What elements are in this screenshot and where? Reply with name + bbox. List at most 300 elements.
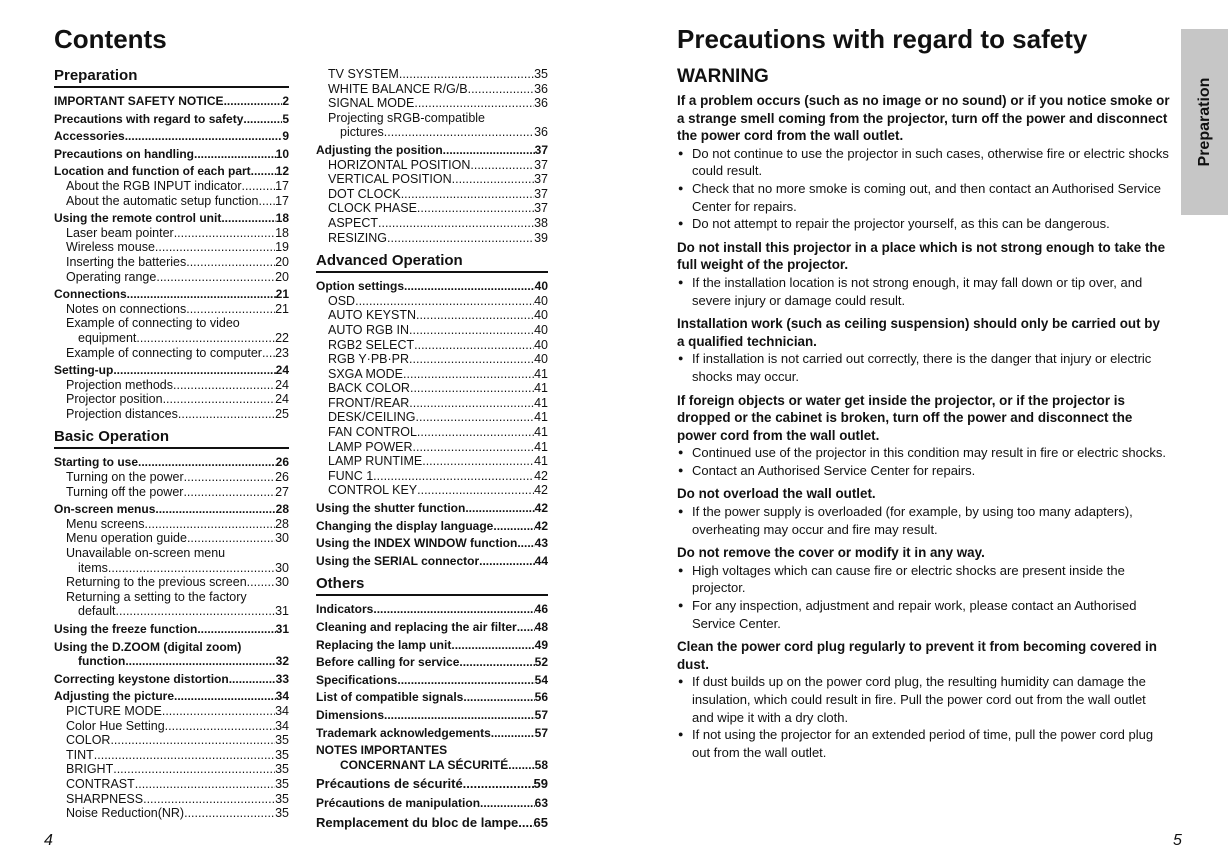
toc-leader-dots bbox=[229, 672, 276, 687]
toc-entry-page: 42 bbox=[534, 501, 548, 516]
toc-leader-dots bbox=[410, 381, 534, 396]
toc-entry-label: OSD bbox=[328, 293, 356, 308]
toc-leader-dots bbox=[404, 279, 535, 294]
toc-entry-label: PICTURE MODE bbox=[66, 703, 162, 718]
toc-leader-dots bbox=[184, 470, 275, 485]
toc-leader-dots bbox=[401, 187, 534, 202]
toc-leader-dots bbox=[197, 622, 275, 637]
toc-list-2 bbox=[316, 67, 548, 832]
toc-entry-label: Example of connecting to video bbox=[66, 316, 240, 331]
toc-section-heading: Basic Operation bbox=[54, 428, 289, 449]
toc-entry-page: 26 bbox=[275, 455, 289, 470]
toc-entry-page: 31 bbox=[275, 604, 289, 619]
safety-bullet: ● Check that no more smoke is coming out, and then contact an Authorised Service Center for repairs. bbox=[677, 180, 1171, 215]
toc-entry[interactable] bbox=[54, 194, 289, 209]
toc-leader-dots bbox=[373, 469, 534, 484]
toc-entry[interactable] bbox=[54, 604, 289, 619]
toc-entry[interactable] bbox=[316, 294, 548, 309]
toc-entry-label: NOTES IMPORTANTES bbox=[316, 743, 448, 758]
toc-entry-label: Using the INDEX WINDOW function bbox=[316, 536, 518, 551]
toc-entry[interactable] bbox=[316, 308, 548, 323]
toc-entry[interactable] bbox=[54, 502, 289, 517]
toc-entry-label: CONTROL KEY bbox=[328, 483, 418, 498]
toc-entry[interactable] bbox=[316, 743, 548, 758]
toc-entry-page: 43 bbox=[534, 536, 548, 551]
toc-leader-dots bbox=[508, 758, 534, 773]
toc-entry[interactable] bbox=[54, 654, 289, 669]
toc-entry[interactable] bbox=[54, 164, 289, 179]
toc-section-heading: Advanced Operation bbox=[316, 252, 548, 273]
toc-entry[interactable] bbox=[54, 719, 289, 734]
toc-entry-page: 37 bbox=[534, 157, 548, 172]
toc-entry[interactable] bbox=[316, 231, 548, 246]
toc-entry[interactable] bbox=[316, 125, 548, 140]
toc-entry-label: equipment bbox=[78, 330, 137, 345]
toc-entry-label: items bbox=[78, 560, 108, 575]
toc-entry-label: Wireless mouse bbox=[66, 240, 155, 255]
toc-entry[interactable] bbox=[54, 287, 289, 302]
toc-leader-dots bbox=[145, 517, 276, 532]
toc-entry[interactable] bbox=[316, 554, 548, 569]
toc-leader-dots bbox=[155, 240, 275, 255]
toc-leader-dots bbox=[156, 270, 275, 285]
safety-bullet: ● Do not continue to use the projector in such cases, otherwise fire or electric shocks could result. bbox=[677, 145, 1171, 180]
toc-entry-label: BACK COLOR bbox=[328, 381, 410, 396]
toc-entry-page: 35 bbox=[534, 67, 548, 81]
toc-leader-dots bbox=[125, 654, 275, 669]
safety-heading: If a problem occurs (such as no image or no sound) or if you notice smoke or a strange smell coming from the projector, turn off the power and disconnect the power cord from the wall outlet. bbox=[677, 93, 1170, 144]
toc-entry[interactable] bbox=[54, 561, 289, 576]
toc-entry-page: 35 bbox=[275, 762, 289, 777]
toc-entry-label: Before calling for service bbox=[316, 655, 460, 670]
toc-leader-dots bbox=[387, 231, 534, 246]
safety-bullet: ● If the power supply is overloaded (for example, by using too many adapters), overheating may occur and fire may result. bbox=[677, 503, 1171, 538]
toc-entry[interactable] bbox=[316, 814, 548, 832]
safety-bullet: ● Contact an Authorised Service Center for repairs. bbox=[677, 462, 1171, 480]
toc-entry-label: FAN CONTROL bbox=[328, 425, 417, 440]
toc-entries bbox=[316, 279, 548, 568]
toc-entry[interactable] bbox=[316, 338, 548, 353]
toc-entry[interactable] bbox=[316, 396, 548, 411]
toc-entry-label: Accessories bbox=[54, 129, 125, 144]
toc-entry-label: RGB2 SELECT bbox=[328, 337, 415, 352]
toc-leader-dots bbox=[416, 308, 534, 323]
toc-leader-dots bbox=[242, 179, 276, 194]
toc-entry-page: 35 bbox=[275, 733, 289, 748]
toc-entry[interactable] bbox=[316, 143, 548, 158]
toc-entry[interactable] bbox=[316, 323, 548, 338]
toc-column-1 bbox=[54, 67, 289, 821]
toc-entry-page: 27 bbox=[275, 484, 289, 499]
toc-entry[interactable] bbox=[316, 655, 548, 670]
toc-leader-dots bbox=[384, 708, 535, 723]
toc-entry-label: About the RGB INPUT indicator bbox=[66, 178, 242, 193]
toc-entry-page: 24 bbox=[275, 392, 289, 407]
safety-bullet: ● If the installation location is not strong enough, it may fall down or tip over, and severe injury or damage could result. bbox=[677, 274, 1171, 309]
toc-entry-page: 49 bbox=[534, 637, 548, 652]
toc-leader-dots bbox=[491, 726, 535, 741]
safety-bullet: ● If not using the projector for an extended period of time, pull the power cord plug out from the wall outlet. bbox=[677, 726, 1171, 761]
toc-entry-page: 37 bbox=[534, 201, 548, 216]
toc-entry[interactable] bbox=[54, 762, 289, 777]
toc-entry-label: Adjusting the picture bbox=[54, 689, 174, 704]
toc-entry-page: 18 bbox=[275, 211, 289, 226]
toc-entry[interactable] bbox=[54, 531, 289, 546]
toc-entry[interactable] bbox=[54, 792, 289, 807]
toc-entry-page: 34 bbox=[275, 703, 289, 718]
toc-entry-label: Setting-up bbox=[54, 363, 114, 378]
toc-leader-dots bbox=[174, 689, 276, 704]
toc-leader-dots bbox=[184, 806, 275, 821]
toc-leader-dots bbox=[186, 255, 275, 270]
toc-entry-page: 42 bbox=[534, 468, 548, 483]
toc-entry-label: Adjusting the position bbox=[316, 142, 443, 157]
toc-leader-dots bbox=[417, 201, 534, 216]
toc-leader-dots bbox=[187, 531, 275, 546]
toc-entry[interactable] bbox=[316, 201, 548, 216]
toc-leader-dots bbox=[116, 604, 276, 619]
toc-entry-label: RGB Y·PB·PR bbox=[328, 352, 410, 367]
toc-entry-label: Color Hue Setting bbox=[66, 718, 165, 733]
toc-entry[interactable] bbox=[316, 440, 548, 455]
toc-entry-label: BRIGHT bbox=[66, 762, 114, 777]
toc-entry-page: 21 bbox=[275, 287, 289, 302]
toc-entry-label: Specifications bbox=[316, 672, 398, 687]
toc-leader-dots bbox=[173, 378, 275, 393]
toc-entry-page: 32 bbox=[275, 654, 289, 669]
toc-entry-label: Connections bbox=[54, 287, 127, 302]
toc-entry[interactable] bbox=[54, 363, 289, 378]
toc-leader-dots bbox=[417, 425, 534, 440]
toc-entry-page: 44 bbox=[534, 553, 548, 568]
toc-entry[interactable] bbox=[316, 469, 548, 484]
toc-entry[interactable] bbox=[316, 279, 548, 294]
toc-entry[interactable] bbox=[54, 517, 289, 532]
toc-entry-page: 35 bbox=[275, 806, 289, 821]
toc-leader-dots bbox=[517, 620, 535, 635]
toc-entry[interactable] bbox=[54, 546, 289, 561]
toc-leader-dots bbox=[397, 673, 534, 688]
toc-entry[interactable] bbox=[316, 216, 548, 231]
toc-entry[interactable] bbox=[316, 501, 548, 516]
toc-entry[interactable] bbox=[54, 346, 289, 361]
toc-entry[interactable] bbox=[54, 94, 289, 109]
toc-leader-dots bbox=[243, 112, 282, 127]
toc-entry[interactable] bbox=[54, 672, 289, 687]
toc-entry[interactable] bbox=[54, 147, 289, 162]
toc-entry-label: RESIZING bbox=[328, 230, 388, 245]
toc-entry-label: AUTO KEYSTN bbox=[328, 308, 416, 323]
toc-entry-page: 35 bbox=[275, 776, 289, 791]
toc-entry-label: Laser beam pointer bbox=[66, 225, 174, 240]
toc-entry-label: Using the remote control unit bbox=[54, 211, 222, 226]
toc-entry-page: 54 bbox=[534, 672, 548, 687]
toc-entry-page: 40 bbox=[534, 322, 548, 337]
warning-subtitle: WARNING bbox=[677, 66, 769, 87]
toc-leader-dots bbox=[194, 147, 276, 162]
toc-leader-dots bbox=[465, 501, 534, 516]
toc-entry-page: 36 bbox=[534, 81, 548, 96]
toc-entry-page: 40 bbox=[534, 337, 548, 352]
toc-entry-label: Returning a setting to the factory bbox=[66, 589, 247, 604]
toc-entry-label: Dimensions bbox=[316, 707, 385, 722]
toc-entry-page: 57 bbox=[534, 707, 548, 722]
toc-entry-label: Trademark acknowledgements bbox=[316, 725, 491, 740]
toc-entry[interactable] bbox=[316, 796, 548, 811]
toc-entry-label: Menu screens bbox=[66, 516, 145, 531]
toc-entry[interactable] bbox=[316, 483, 548, 498]
toc-entry[interactable] bbox=[54, 255, 289, 270]
toc-leader-dots bbox=[251, 164, 276, 179]
toc-entry-label: Location and function of each part bbox=[54, 164, 251, 179]
toc-entry-label: WHITE BALANCE R/G/B bbox=[328, 81, 468, 96]
toc-entry[interactable] bbox=[54, 179, 289, 194]
toc-entry[interactable] bbox=[316, 425, 548, 440]
toc-entries bbox=[54, 455, 289, 820]
toc-entry[interactable] bbox=[316, 158, 548, 173]
toc-entry[interactable] bbox=[54, 407, 289, 422]
toc-entry-label: Precautions with regard to safety bbox=[54, 111, 244, 126]
toc-entry[interactable] bbox=[54, 485, 289, 500]
toc-entry-label: Precautions on handling bbox=[54, 146, 195, 161]
toc-entry-page: 41 bbox=[534, 439, 548, 454]
toc-entry-page: 40 bbox=[534, 293, 548, 308]
toc-leader-dots bbox=[384, 125, 534, 140]
toc-entry[interactable] bbox=[316, 775, 548, 793]
toc-entry-page: 31 bbox=[275, 622, 289, 636]
toc-entry[interactable] bbox=[54, 129, 289, 144]
contents-title: Contents bbox=[54, 24, 167, 54]
toc-leader-dots bbox=[414, 96, 534, 111]
toc-entry[interactable] bbox=[316, 602, 548, 617]
toc-entry-label: COLOR bbox=[66, 733, 111, 748]
toc-entry[interactable] bbox=[316, 708, 548, 723]
toc-entry-label: Précautions de sécurité bbox=[316, 776, 463, 792]
toc-entry[interactable] bbox=[316, 381, 548, 396]
toc-entry[interactable] bbox=[316, 690, 548, 705]
toc-entry[interactable] bbox=[54, 226, 289, 241]
toc-entry-label: Menu operation guide bbox=[66, 531, 187, 546]
toc-entry-page: 40 bbox=[534, 352, 548, 367]
toc-leader-dots bbox=[468, 82, 534, 97]
toc-entry[interactable] bbox=[316, 454, 548, 469]
safety-title: Precautions with regard to safety bbox=[677, 24, 1088, 54]
tab-label: Preparation bbox=[1195, 77, 1213, 167]
toc-entry-label: FUNC 1 bbox=[328, 468, 374, 483]
toc-leader-dots bbox=[518, 814, 533, 832]
toc-entry-page: 24 bbox=[275, 377, 289, 392]
toc-entry[interactable] bbox=[54, 748, 289, 763]
toc-leader-dots bbox=[413, 440, 535, 455]
toc-entry[interactable] bbox=[316, 111, 548, 126]
toc-entry[interactable] bbox=[54, 806, 289, 821]
toc-entry[interactable] bbox=[316, 536, 548, 551]
toc-entry-label: pictures bbox=[340, 125, 384, 140]
toc-entry[interactable] bbox=[54, 378, 289, 393]
toc-leader-dots bbox=[378, 216, 534, 231]
toc-entry-label: ASPECT bbox=[328, 215, 379, 230]
toc-entry[interactable] bbox=[54, 270, 289, 285]
toc-entry-label: LAMP RUNTIME bbox=[328, 454, 423, 469]
toc-entry[interactable] bbox=[316, 96, 548, 111]
toc-entry-page: 42 bbox=[534, 518, 548, 533]
toc-entry-label: IMPORTANT SAFETY NOTICE bbox=[54, 94, 224, 108]
toc-entry[interactable] bbox=[54, 777, 289, 792]
toc-entry-page: 36 bbox=[534, 125, 548, 140]
toc-entry[interactable] bbox=[54, 689, 289, 704]
toc-entry-page: 21 bbox=[275, 301, 289, 316]
toc-leader-dots bbox=[517, 536, 534, 551]
toc-entry-page: 30 bbox=[275, 560, 289, 575]
toc-entry[interactable] bbox=[54, 704, 289, 719]
toc-entry[interactable] bbox=[54, 622, 289, 637]
toc-entry-page: 24 bbox=[275, 363, 289, 378]
toc-entry-page: 41 bbox=[534, 366, 548, 381]
toc-entry[interactable] bbox=[316, 367, 548, 382]
toc-entry-page: 28 bbox=[275, 516, 289, 531]
toc-entry-page: 20 bbox=[275, 254, 289, 269]
toc-entry-label: On-screen menus bbox=[54, 502, 156, 517]
toc-entry-page: 37 bbox=[534, 142, 548, 157]
toc-list-1 bbox=[54, 67, 289, 821]
toc-entry[interactable] bbox=[54, 470, 289, 485]
toc-entry-label: CLOCK PHASE bbox=[328, 201, 417, 216]
toc-leader-dots bbox=[409, 396, 534, 411]
toc-entry-label: Noise Reduction(NR) bbox=[66, 806, 185, 821]
toc-entry[interactable] bbox=[316, 410, 548, 425]
toc-leader-dots bbox=[443, 143, 535, 158]
toc-entry-label: Example of connecting to computer bbox=[66, 345, 262, 360]
toc-leader-dots bbox=[183, 485, 275, 500]
toc-leader-dots bbox=[186, 302, 275, 317]
toc-entry-page: 22 bbox=[275, 330, 289, 345]
toc-entry-label: SIGNAL MODE bbox=[328, 96, 415, 111]
toc-entry[interactable] bbox=[54, 455, 289, 470]
toc-entry[interactable] bbox=[316, 519, 548, 534]
toc-leader-dots bbox=[259, 194, 276, 209]
toc-entry-label: Changing the display language bbox=[316, 518, 494, 533]
toc-leader-dots bbox=[108, 561, 275, 576]
toc-entry[interactable] bbox=[316, 673, 548, 688]
toc-entry-page: 40 bbox=[534, 308, 548, 323]
toc-entry-page: 42 bbox=[534, 483, 548, 498]
toc-entry-label: SXGA MODE bbox=[328, 366, 404, 381]
toc-leader-dots bbox=[451, 638, 534, 653]
toc-leader-dots bbox=[463, 690, 534, 705]
toc-entry[interactable] bbox=[316, 726, 548, 741]
safety-bullet: ● If dust builds up on the power cord plug, the resulting humidity can damage the insulation, which could result in fire. Pull the power cord out from the wall outlet and wipe it with a dry cloth. bbox=[677, 673, 1171, 726]
toc-entry[interactable] bbox=[316, 67, 548, 82]
toc-entry-label: List of compatible signals bbox=[316, 690, 464, 705]
safety-bullet: ● If installation is not carried out correctly, there is the danger that injury or electric shocks may occur. bbox=[677, 350, 1171, 385]
toc-entry-page: 19 bbox=[275, 240, 289, 255]
left-page-number: 4 bbox=[44, 832, 53, 849]
toc-entry-page: 17 bbox=[275, 178, 289, 193]
toc-leader-dots bbox=[262, 346, 275, 361]
toc-leader-dots bbox=[174, 226, 275, 241]
toc-entry[interactable] bbox=[316, 620, 548, 635]
toc-leader-dots bbox=[403, 367, 534, 382]
toc-entry[interactable] bbox=[54, 112, 289, 127]
safety-heading: Clean the power cord plug regularly to prevent it from becoming covered in dust. bbox=[677, 639, 1157, 672]
toc-leader-dots bbox=[125, 129, 283, 144]
toc-entry[interactable] bbox=[316, 82, 548, 97]
toc-entry[interactable] bbox=[316, 638, 548, 653]
toc-leader-dots bbox=[221, 211, 275, 226]
toc-entry-page: 36 bbox=[534, 96, 548, 111]
toc-entry-page: 9 bbox=[282, 129, 289, 144]
toc-entry[interactable] bbox=[54, 392, 289, 407]
toc-entry-label: Indicators bbox=[316, 602, 374, 617]
toc-entry-label: CONCERNANT LA SÉCURITÉ bbox=[340, 757, 509, 772]
toc-entry[interactable] bbox=[54, 640, 289, 655]
toc-entry[interactable] bbox=[54, 733, 289, 748]
toc-entry-page: 48 bbox=[534, 620, 548, 634]
toc-entry-page: 41 bbox=[534, 425, 548, 440]
toc-entry-page: 18 bbox=[275, 225, 289, 240]
toc-entry-label: DESK/CEILING bbox=[328, 410, 416, 425]
toc-entry-label: SHARPNESS bbox=[66, 791, 144, 806]
toc-entry-page: 63 bbox=[534, 796, 548, 811]
toc-entry[interactable] bbox=[316, 187, 548, 202]
toc-entry[interactable] bbox=[54, 211, 289, 226]
toc-entry-page: 34 bbox=[275, 689, 289, 704]
toc-leader-dots bbox=[155, 502, 275, 517]
toc-entry-page: 28 bbox=[275, 502, 289, 517]
toc-entry-label: Notes on connections bbox=[66, 301, 187, 316]
toc-entry-page: 23 bbox=[275, 345, 289, 360]
toc-entry[interactable] bbox=[54, 590, 289, 605]
toc-leader-dots bbox=[416, 410, 535, 425]
toc-entry-page: 10 bbox=[275, 146, 289, 161]
toc-entry[interactable] bbox=[316, 172, 548, 187]
toc-entry-page: 12 bbox=[275, 164, 289, 179]
toc-entry-label: Turning on the power bbox=[66, 470, 184, 485]
toc-entry-page: 26 bbox=[275, 470, 289, 485]
toc-entry-label: VERTICAL POSITION bbox=[328, 172, 452, 187]
toc-entry[interactable] bbox=[54, 331, 289, 346]
toc-entry[interactable] bbox=[54, 240, 289, 255]
toc-leader-dots bbox=[143, 792, 275, 807]
toc-entry-page: 52 bbox=[534, 655, 548, 670]
toc-entry-label: Correcting keystone distortion bbox=[54, 671, 229, 686]
toc-entry-label: Cleaning and replacing the air filter bbox=[316, 620, 517, 634]
toc-entry-label: Using the SERIAL connector bbox=[316, 553, 480, 568]
toc-entry-label: Inserting the batteries bbox=[66, 254, 187, 269]
safety-heading: Installation work (such as ceiling suspension) should only be carried out by a qualified technician. bbox=[677, 316, 1160, 349]
toc-entry[interactable] bbox=[54, 575, 289, 590]
toc-entry-page: 39 bbox=[534, 230, 548, 245]
toc-entry-page: 46 bbox=[534, 602, 548, 617]
toc-entry[interactable] bbox=[316, 352, 548, 367]
safety-heading: Do not overload the wall outlet. bbox=[677, 486, 876, 502]
toc-entry-page: 41 bbox=[534, 454, 548, 469]
toc-entry[interactable] bbox=[316, 758, 548, 773]
toc-leader-dots bbox=[373, 602, 534, 617]
toc-entry-label: Using the D.ZOOM (digital zoom) bbox=[54, 639, 242, 654]
toc-entry-label: HORIZONTAL POSITION bbox=[328, 157, 471, 172]
toc-leader-dots bbox=[136, 331, 275, 346]
toc-entry-page: 37 bbox=[534, 172, 548, 187]
toc-leader-dots bbox=[452, 172, 534, 187]
safety-bullet: ● Do not attempt to repair the projector yourself, as this can be dangerous. bbox=[677, 215, 1171, 233]
toc-entry[interactable] bbox=[54, 302, 289, 317]
safety-bullet: ● High voltages which can cause fire or electric shocks are present inside the projector. bbox=[677, 562, 1171, 597]
toc-entry-page: 58 bbox=[534, 757, 548, 772]
toc-entry[interactable] bbox=[54, 316, 289, 331]
toc-leader-dots bbox=[138, 455, 276, 470]
toc-entry-page: 38 bbox=[534, 215, 548, 230]
